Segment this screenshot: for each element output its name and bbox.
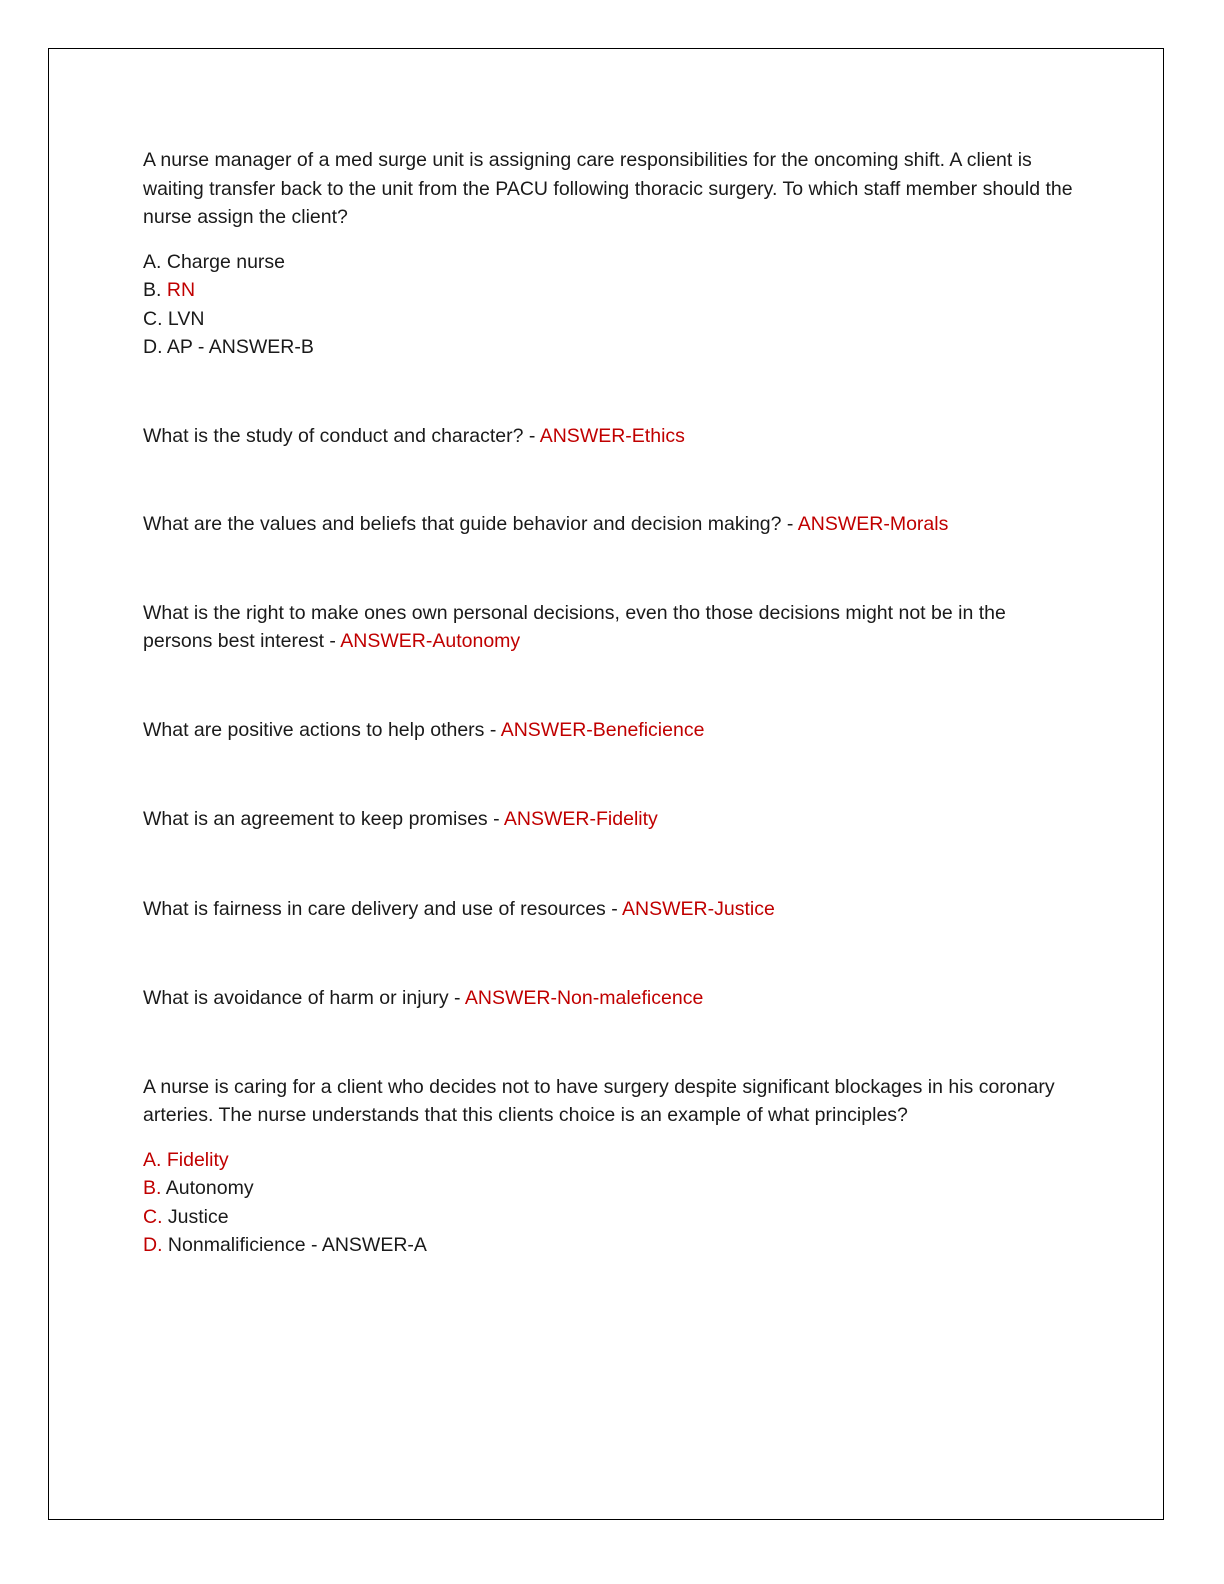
option-letter: B. [143, 279, 162, 301]
option-text: Fidelity [166, 1148, 229, 1171]
question-4-answer: ANSWER-Autonomy [340, 630, 521, 652]
question-3 [143, 510, 1073, 539]
question-5 [143, 716, 1073, 745]
question-9-option-d [143, 1231, 1073, 1260]
question-6-answer: ANSWER-Fidelity [503, 808, 658, 830]
question-6 [143, 805, 1073, 834]
question-4 [143, 599, 1073, 656]
question-8-answer: ANSWER-Non-maleficence [464, 987, 704, 1009]
option-letter: A. [143, 250, 162, 273]
question-5-answer: ANSWER-Beneficience [500, 718, 705, 741]
question-1-option-b [143, 276, 1073, 305]
option-text: Nonmalificience - ANSWER-A [167, 1234, 427, 1256]
question-7 [143, 895, 1073, 924]
option-letter: A. [143, 1148, 162, 1171]
question-9-option-b [143, 1174, 1073, 1203]
question-7-answer: ANSWER-Justice [622, 897, 775, 920]
option-letter: D. [143, 336, 163, 358]
question-3-answer: ANSWER-Morals [797, 513, 949, 535]
document-body [143, 146, 1073, 1260]
option-text: LVN [167, 307, 205, 330]
question-3-text: What are the values and beliefs that guide behavior and decision making? - [143, 513, 798, 535]
question-1 [143, 146, 1073, 362]
question-8-text: What is avoidance of harm or injury - [143, 987, 465, 1009]
question-1-option-d [143, 333, 1073, 362]
option-letter: D. [143, 1234, 163, 1256]
option-text: Justice [167, 1205, 229, 1228]
question-9-option-a [143, 1146, 1073, 1175]
question-1-option-c [143, 305, 1073, 334]
option-letter: B. [143, 1177, 162, 1199]
question-5-text: What are positive actions to help others - [143, 718, 501, 741]
question-6-text: What is an agreement to keep promises - [143, 808, 504, 830]
question-4-text: What is the right to make ones own personal decisions, even tho those decisions might not be in the persons best interest - [143, 601, 1006, 652]
option-text: Autonomy [165, 1177, 254, 1199]
option-text: RN [166, 279, 196, 301]
option-letter: C. [143, 307, 163, 330]
option-letter: C. [143, 1205, 163, 1228]
option-text: Charge nurse [166, 250, 286, 273]
question-1-option-a [143, 248, 1073, 277]
question-2 [143, 422, 1073, 451]
question-8 [143, 984, 1073, 1013]
question-2-text: What is the study of conduct and character? - [143, 424, 540, 447]
question-1-text: A nurse manager of a med surge unit is assigning care responsibilities for the oncoming shift. A client is waiting transfer back to the unit from the PACU following thoracic surgery. To which staff member should the nurse assign the client? [143, 149, 1073, 228]
option-text: AP - ANSWER-B [166, 336, 314, 358]
question-9-text: A nurse is caring for a client who decides not to have surgery despite significant blockages in his coronary arteries. The nurse understands that this clients choice is an example of what principles? [143, 1075, 1055, 1126]
question-2-answer: ANSWER-Ethics [539, 424, 685, 447]
question-7-text: What is fairness in care delivery and use of resources - [143, 897, 623, 920]
question-9-option-c [143, 1203, 1073, 1232]
question-9 [143, 1073, 1073, 1260]
